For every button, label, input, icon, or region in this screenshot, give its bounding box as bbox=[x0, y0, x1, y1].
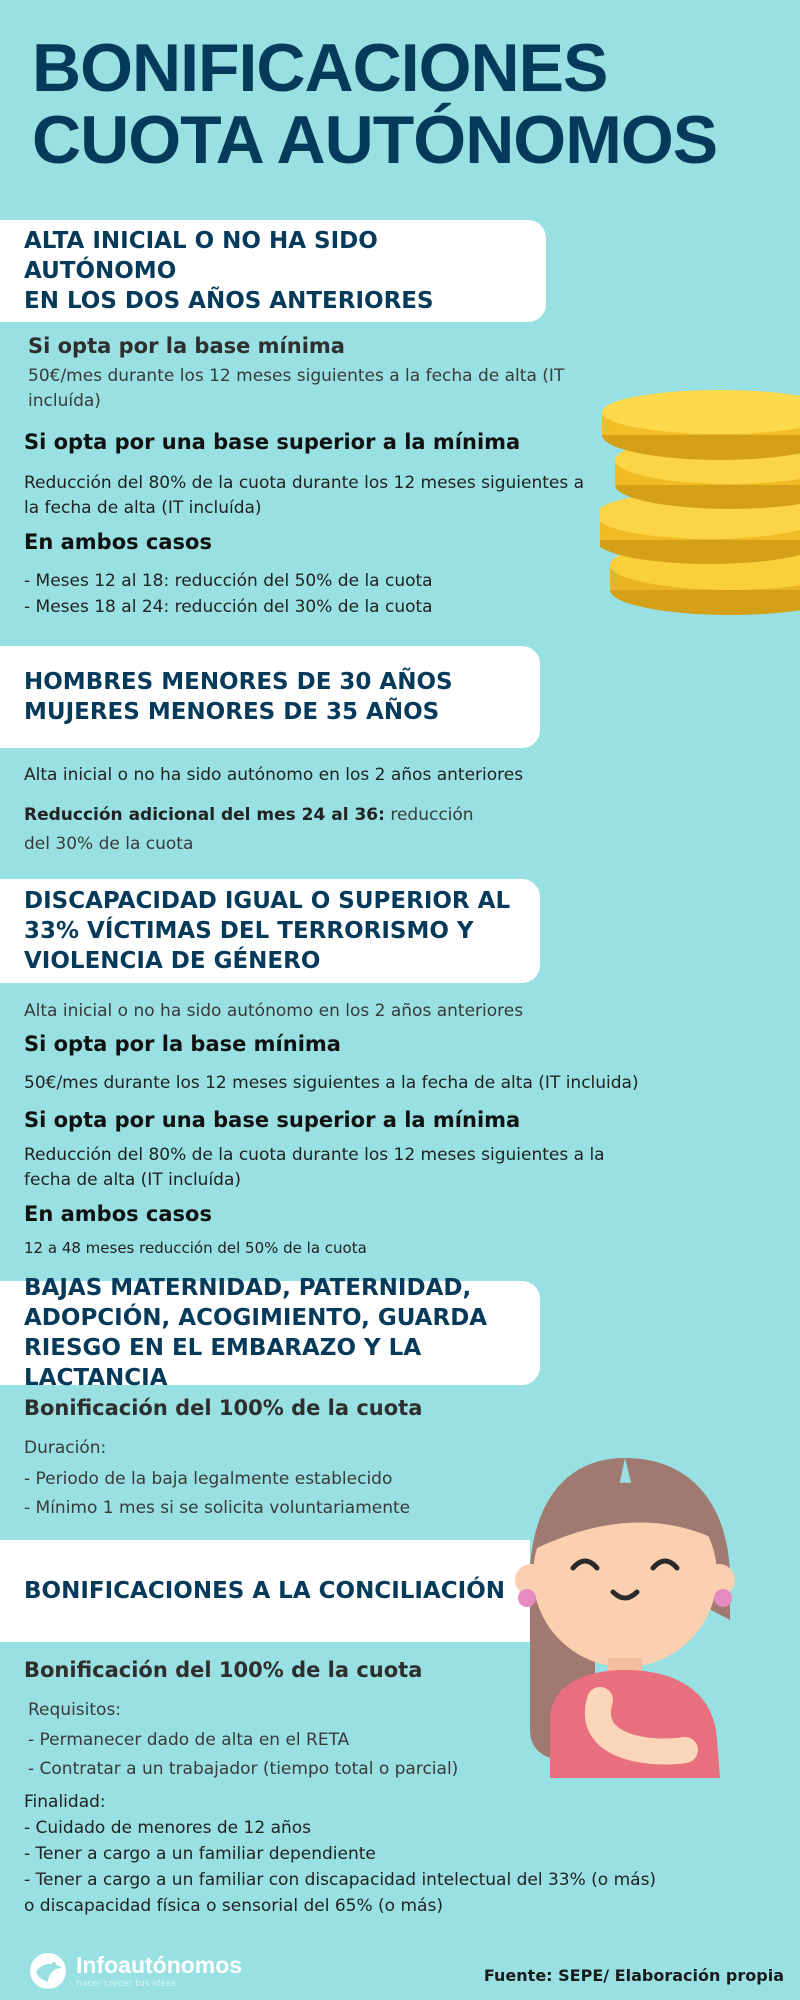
list-item: - Tener a cargo a un familiar con discapacidad intelectual del 33% (o más) bbox=[24, 1870, 657, 1890]
section3-heading-line3: VIOLENCIA DE GÉNERO bbox=[24, 948, 321, 974]
list-item: - Meses 18 al 24: reducción del 30% de la cuota bbox=[24, 597, 433, 617]
section4-heading-line1: BAJAS MATERNIDAD, PATERNIDAD, bbox=[24, 1275, 472, 1301]
pregnant-woman-icon bbox=[505, 1450, 755, 1780]
section3-heading bbox=[24, 886, 510, 976]
section4-heading-line3: RIESGO EN EL EMBARAZO Y LA LACTANCIA bbox=[24, 1335, 422, 1391]
section1-heading bbox=[24, 226, 522, 316]
s5-bonif-title: Bonificación del 100% de la cuota bbox=[24, 1658, 423, 1682]
source-credit: Fuente: SEPE/ Elaboración propia bbox=[483, 1966, 784, 1985]
section5-card bbox=[0, 1540, 530, 1642]
section5-heading: BONIFICACIONES A LA CONCILIACIÓN bbox=[24, 1578, 506, 1604]
list-item: - Contratar a un trabajador (tiempo total o parcial) bbox=[28, 1759, 459, 1779]
list-item: o discapacidad física o sensorial del 65% (o más) bbox=[24, 1896, 443, 1916]
s1-base-min-text: 50€/mes durante los 12 meses siguientes a la fecha de alta (IT incluída) bbox=[28, 366, 565, 411]
page-title-line2: CUOTA AUTÓNOMOS bbox=[32, 102, 718, 178]
s2-reduction-rest1: reducción bbox=[384, 805, 474, 825]
section2-heading-line1: HOMBRES MENORES DE 30 AÑOS bbox=[24, 669, 453, 695]
infoautonomos-logo[interactable] bbox=[28, 1950, 242, 1990]
section4-heading bbox=[24, 1273, 516, 1393]
s1-base-sup-text: Reducción del 80% de la cuota durante los 12 meses siguientes a la fecha de alta (IT incluída) bbox=[24, 473, 585, 518]
s5-finalidad-list bbox=[24, 1815, 656, 1919]
s1-ambos-list bbox=[24, 568, 433, 620]
list-item: - Periodo de la baja legalmente establecido bbox=[24, 1469, 393, 1489]
list-item: - Permanecer dado de alta en el RETA bbox=[28, 1730, 350, 1750]
section1-heading-line2: EN LOS DOS AÑOS ANTERIORES bbox=[24, 288, 434, 314]
list-item: - Meses 12 al 18: reducción del 50% de la cuota bbox=[24, 571, 433, 591]
s3-text1: Alta inicial o no ha sido autónomo en los 2 años anteriores bbox=[24, 1001, 524, 1021]
list-item: - Cuidado de menores de 12 años bbox=[24, 1818, 312, 1838]
s4-duracion-list bbox=[24, 1465, 410, 1523]
section2-card bbox=[0, 646, 540, 748]
s3-base-min-title: Si opta por la base mínima bbox=[24, 1032, 341, 1056]
s3-base-min-text: 50€/mes durante los 12 meses siguientes a la fecha de alta (IT incluida) bbox=[24, 1073, 639, 1093]
bird-logo-icon bbox=[28, 1950, 72, 1990]
page-title bbox=[32, 32, 717, 176]
logo-tagline: hacer crecer tus ideas bbox=[76, 1978, 177, 1989]
page-title-line1: BONIFICACIONES bbox=[32, 30, 608, 106]
section3-heading-line1: DISCAPACIDAD IGUAL O SUPERIOR AL bbox=[24, 888, 511, 914]
s2-reduction-rest2: del 30% de la cuota bbox=[24, 834, 194, 854]
section3-heading-line2: 33% VÍCTIMAS DEL TERRORISMO Y bbox=[24, 918, 474, 944]
s3-base-sup-text: Reducción del 80% de la cuota durante los 12 meses siguientes a la fecha de alta (IT incluída) bbox=[24, 1145, 605, 1190]
s3-ambos-title: En ambos casos bbox=[24, 1202, 212, 1226]
s2-text1: Alta inicial o no ha sido autónomo en los 2 años anteriores bbox=[24, 765, 524, 785]
section2-heading bbox=[24, 667, 453, 727]
s3-ambos-text: 12 a 48 meses reducción del 50% de la cuota bbox=[24, 1239, 367, 1257]
list-item: - Mínimo 1 mes si se solicita voluntariamente bbox=[24, 1498, 411, 1518]
s1-base-min-title: Si opta por la base mínima bbox=[28, 334, 345, 358]
s2-reduction-bold: Reducción adicional del mes 24 al 36: bbox=[24, 805, 385, 825]
section3-card bbox=[0, 879, 540, 983]
logo-info: Info bbox=[76, 1951, 119, 1978]
s5-requisitos-list bbox=[28, 1726, 458, 1784]
s5-requisitos-label: Requisitos: bbox=[28, 1700, 122, 1720]
section4-card bbox=[0, 1275, 540, 1391]
logo-autonomos: autónomos bbox=[118, 1951, 243, 1978]
section4-heading-line2: ADOPCIÓN, ACOGIMIENTO, GUARDA bbox=[24, 1305, 488, 1331]
s1-base-sup-title: Si opta por una base superior a la mínima bbox=[24, 430, 521, 454]
section1-card bbox=[0, 220, 546, 322]
s3-base-sup-title: Si opta por una base superior a la mínima bbox=[24, 1108, 521, 1132]
s4-duracion-label: Duración: bbox=[24, 1438, 107, 1458]
s4-bonif-title: Bonificación del 100% de la cuota bbox=[24, 1396, 423, 1420]
list-item: - Tener a cargo a un familiar dependiente bbox=[24, 1844, 376, 1864]
section1-heading-line1: ALTA INICIAL O NO HA SIDO AUTÓNOMO bbox=[24, 228, 378, 284]
coins-stack-icon bbox=[600, 390, 800, 640]
section2-heading-line2: MUJERES MENORES DE 35 AÑOS bbox=[24, 699, 440, 725]
s5-finalidad-label: Finalidad: bbox=[24, 1792, 106, 1812]
s2-reduction-text bbox=[24, 801, 494, 859]
logo-wordmark bbox=[76, 1952, 242, 1979]
s1-ambos-title: En ambos casos bbox=[24, 530, 212, 554]
